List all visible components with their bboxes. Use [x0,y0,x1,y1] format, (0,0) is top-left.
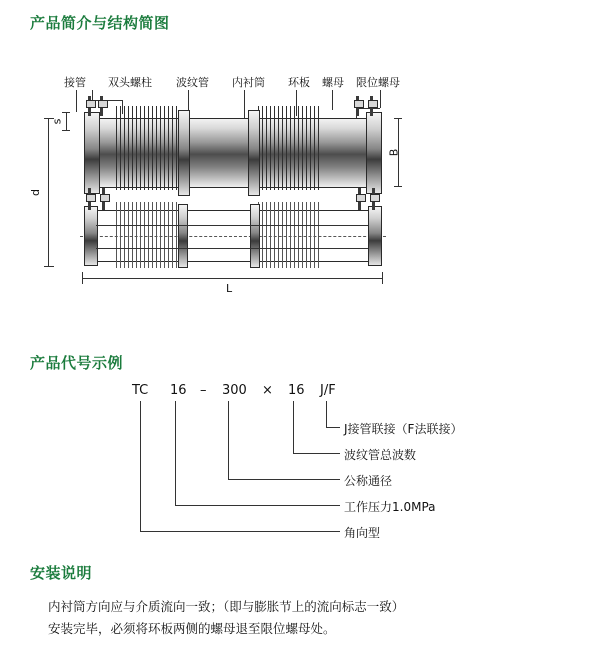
leader-pressure-h [175,505,340,506]
nut-section-right-1 [356,194,366,202]
leader-type-v [140,401,141,531]
legend-dn: 公称通径 [344,474,393,488]
callout-label-huanban: 环板 [288,76,310,89]
flange-left [84,112,100,194]
code-token-dash: – [200,383,207,398]
dim-tick-s-bottom [62,130,70,131]
nut-section-left-1 [86,194,96,202]
ring-plate-left [178,110,190,196]
leader-jieguan [76,90,77,112]
callout-label-neichentong: 内衬筒 [232,76,265,89]
nut-right-2 [368,100,378,108]
legend-waves: 波纹管总波数 [344,448,417,462]
legend-joint: J接管联接（F法联接） [344,422,463,436]
nut-section-left-2 [100,194,110,202]
dim-tick-B-top [394,118,402,119]
dim-tick-s-top [62,112,70,113]
code-token-times: × [262,383,273,398]
leader-pressure-v [175,401,176,505]
code-token-pressure: 16 [170,383,187,398]
leader-joint-v [326,401,327,427]
leader-xianweiluomu-h [356,108,380,109]
flange-section-left [84,206,98,266]
leader-joint-h [326,427,340,428]
install-note-line-1: 内衬筒方向应与介质流向一致；（即与膨胀节上的流向标志一致） [48,599,405,614]
install-note-line-2: 安装完毕，必须将环板两侧的螺母退至限位螺母处。 [48,621,336,636]
nut-left-2 [98,100,108,108]
dim-tick-L-right [382,272,383,284]
dim-label-s: s [50,118,64,125]
callout-label-bowenguan: 波纹管 [176,76,209,89]
nut-left-1 [86,100,96,108]
code-token-type: TC [132,383,149,398]
leader-dn-h [228,479,340,480]
bellows-section-right [258,202,320,268]
installation-notes [48,596,568,640]
leader-waves-h [293,453,340,454]
bellows-section-left [116,202,178,268]
dim-line-s [66,112,67,130]
ring-plate-section-left [178,204,188,268]
leader-xianweiluomu [380,90,381,108]
callout-label-shuangtou: 双头螺柱 [108,76,152,89]
dim-line-d [48,118,49,266]
flange-right [366,112,382,194]
dim-tick-d-bottom [44,266,54,267]
leader-dn-v [228,401,229,479]
callout-label-luomu: 螺母 [322,76,344,89]
flange-section-right [368,206,382,266]
dim-line-L [82,278,382,279]
callout-label-xianweiluomu: 限位螺母 [356,76,400,89]
dim-label-B: B [387,148,401,157]
dim-tick-B-bottom [394,186,402,187]
code-token-joint: J/F [320,383,336,398]
leader-shuangtou-a [92,90,93,100]
code-token-waves: 16 [288,383,305,398]
legend-pressure: 工作压力1.0MPa [344,500,436,514]
section-title-code: 产品代号示例 [30,354,124,372]
structure-diagram [0,60,600,300]
liner-line-top [96,225,368,226]
dim-label-L: L [226,282,233,295]
legend-type: 角向型 [344,526,381,540]
section-title-intro: 产品简介与结构简图 [30,14,170,32]
code-token-dn: 300 [222,383,247,398]
dim-label-d: d [28,189,42,196]
bellows-left [116,106,178,190]
leader-waves-v [293,401,294,453]
product-code-diagram [0,375,600,550]
nut-right-1 [354,100,364,108]
liner-line-bottom [96,248,368,249]
nut-section-right-2 [370,194,380,202]
leader-type-h [140,531,340,532]
callout-label-jieguan: 接管 [64,76,86,89]
leader-luomu [332,90,333,110]
section-title-install: 安装说明 [30,564,93,582]
bellows-right [258,106,320,190]
dim-tick-L-left [82,272,83,284]
center-line [80,236,386,237]
ring-plate-right [248,110,260,196]
ring-plate-section-right [250,204,260,268]
